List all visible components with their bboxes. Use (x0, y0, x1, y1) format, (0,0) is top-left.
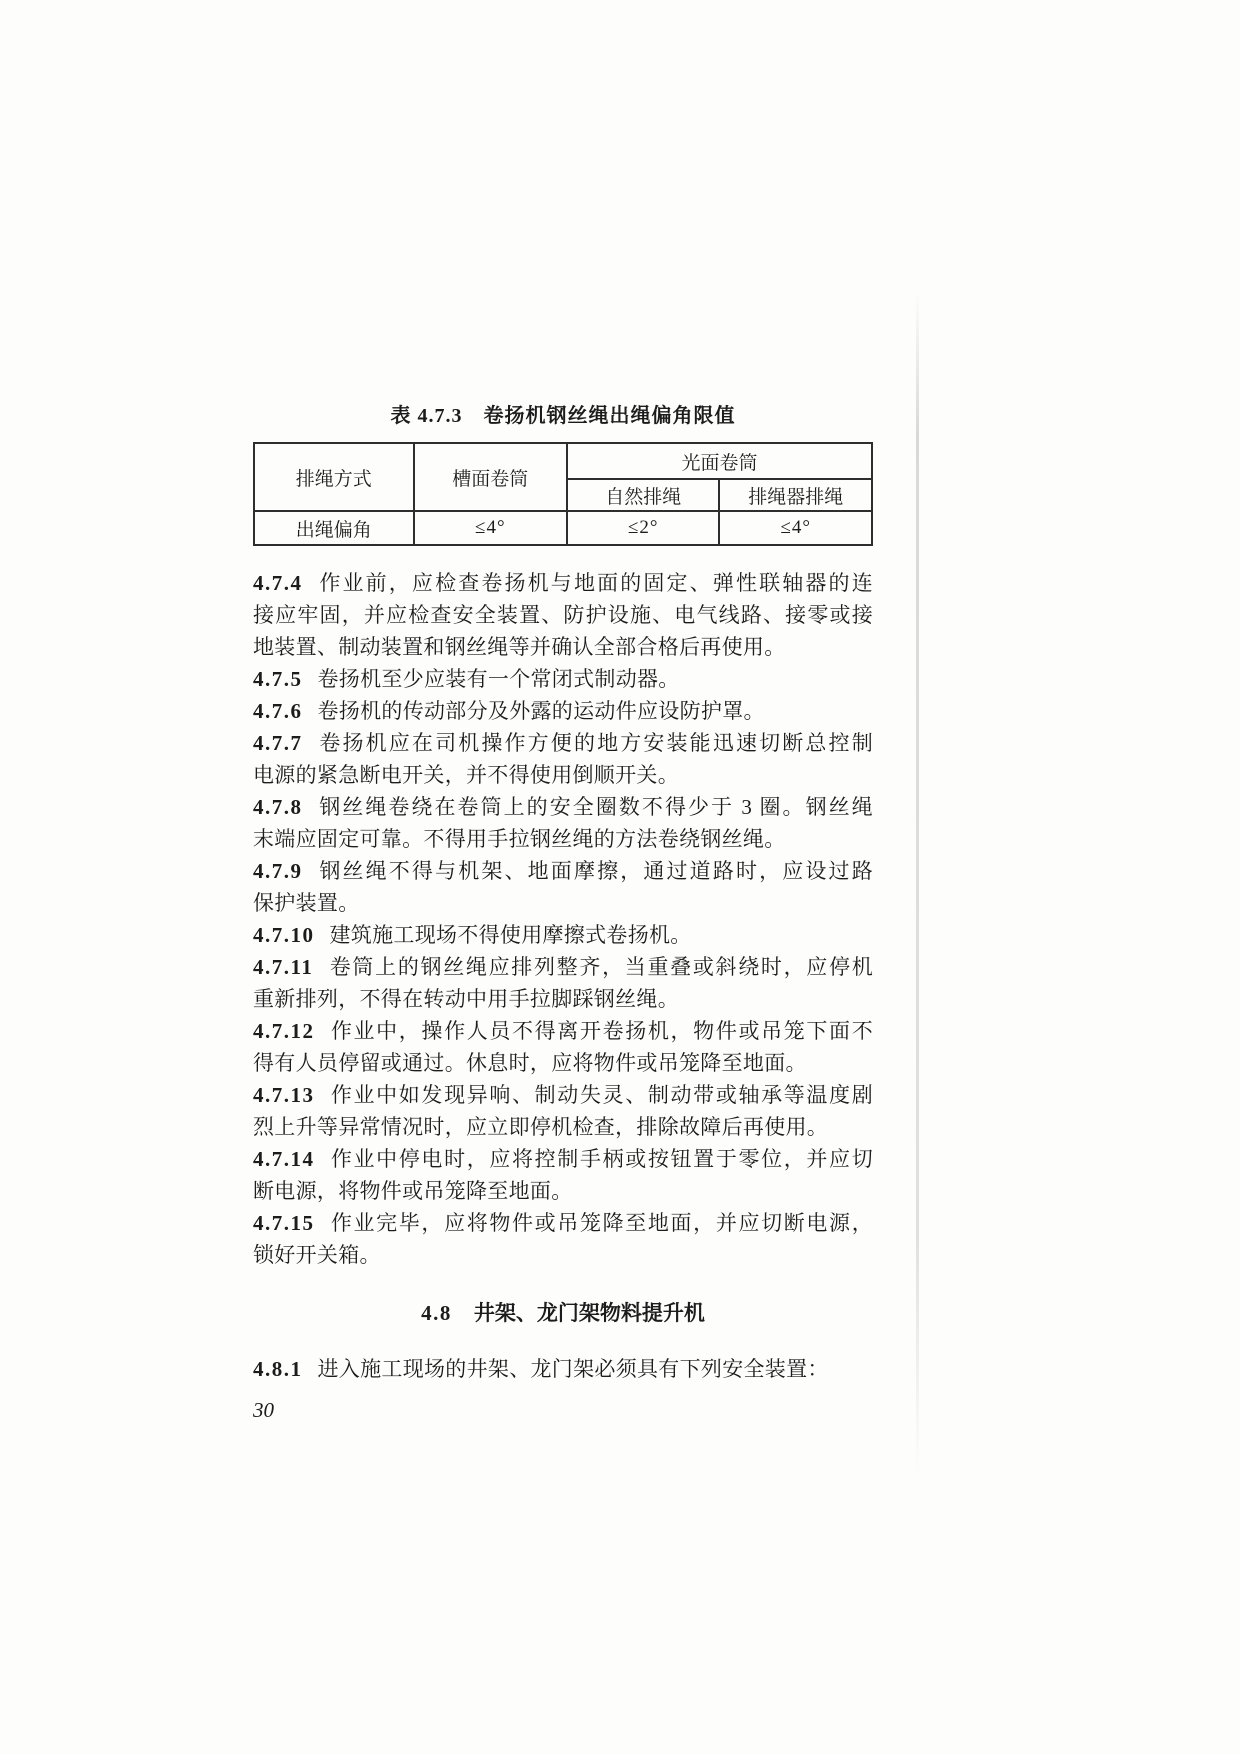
clause-number: 4.7.8 (253, 795, 303, 819)
clause (253, 695, 873, 727)
clause-text: 卷扬机应在司机操作方便的地方安装能迅速切断总控制 (317, 731, 873, 755)
clause-text: 进入施工现场的井架、龙门架必须具有下列安全装置： (317, 1357, 829, 1381)
clause (253, 1207, 873, 1271)
clause-line: 断电源，将物件或吊笼降至地面。 (253, 1179, 573, 1203)
clause-text: 作业中，操作人员不得离开卷扬机，物件或吊笼下面不 (329, 1019, 873, 1043)
clause-line (253, 855, 873, 887)
clause-line: 重新排列，不得在转动中用手拉脚踩钢丝绳。 (253, 987, 679, 1011)
clause-text: 卷扬机的传动部分及外露的运动件应设防护罩。 (317, 699, 765, 723)
clause-line: 锁好开关箱。 (253, 1243, 381, 1267)
value-smooth-natural: ≤2° (567, 511, 720, 545)
clause-number: 4.7.13 (253, 1083, 315, 1107)
clause-text: 作业前，应检查卷扬机与地面的固定、弹性联轴器的连 (317, 571, 873, 595)
clause-line (253, 919, 873, 951)
clause-number: 4.7.12 (253, 1019, 315, 1043)
section-number: 4.8 (421, 1301, 452, 1325)
clause-number: 4.7.6 (253, 699, 303, 723)
clause-number: 4.8.1 (253, 1357, 303, 1381)
header-device-spooling: 排绳器排绳 (719, 479, 872, 511)
clause (253, 663, 873, 695)
clause-line: 末端应固定可靠。不得用手拉钢丝绳的方法卷绕钢丝绳。 (253, 827, 786, 851)
clause-text: 作业中停电时，应将控制手柄或按钮置于零位，并应切 (329, 1147, 873, 1171)
clause-number: 4.7.9 (253, 859, 303, 883)
clause-line (253, 951, 873, 983)
clause-line: 接应牢固，并应检查安全装置、防护设施、电气线路、接零或接 (253, 603, 873, 627)
table-data-row (254, 511, 872, 545)
clause-list-4-7 (253, 567, 873, 1271)
clause (253, 1079, 873, 1143)
clause-line: 烈上升等异常情况时，应立即停机检查，排除故障后再使用。 (253, 1115, 829, 1139)
clause (253, 855, 873, 919)
header-natural-spooling: 自然排绳 (567, 479, 720, 511)
page-content (253, 402, 873, 1425)
clause-number: 4.7.7 (253, 731, 303, 755)
clause-number: 4.7.15 (253, 1211, 315, 1235)
clause-line (253, 1207, 873, 1239)
clause-line (253, 791, 873, 823)
header-grooved-drum: 槽面卷筒 (414, 443, 567, 511)
clause-line (253, 695, 873, 727)
clause-line (253, 1143, 873, 1175)
section-heading-4-8 (253, 1297, 873, 1329)
clause-line: 电源的紧急断电开关，并不得使用倒顺开关。 (253, 763, 679, 787)
clause-list-4-8 (253, 1353, 873, 1385)
clause-line: 地装置、制动装置和钢丝绳等并确认全部合格后再使用。 (253, 635, 786, 659)
page-number: 30 (253, 1398, 274, 1422)
value-grooved: ≤4° (414, 511, 567, 545)
clause-line (253, 1079, 873, 1111)
header-row-label-col: 排绳方式 (254, 443, 414, 511)
clause (253, 791, 873, 855)
data-row-label: 出绳偏角 (254, 511, 414, 545)
scan-artifact-line (916, 290, 919, 1475)
clause-text: 卷筒上的钢丝绳应排列整齐，当重叠或斜绕时，应停机 (328, 955, 873, 979)
header-smooth-drum-group: 光面卷筒 (567, 443, 872, 479)
clause-line: 得有人员停留或通过。休息时，应将物件或吊笼降至地面。 (253, 1051, 807, 1075)
clause-line (253, 1353, 873, 1385)
clause-line (253, 727, 873, 759)
clause (253, 567, 873, 663)
section-title: 井架、龙门架物料提升机 (473, 1301, 705, 1325)
clause (253, 1353, 873, 1385)
clause (253, 1015, 873, 1079)
clause (253, 951, 873, 1015)
clause-number: 4.7.4 (253, 571, 303, 595)
clause-text: 卷扬机至少应装有一个常闭式制动器。 (317, 667, 680, 691)
rope-deviation-table (253, 442, 873, 546)
clause-line: 保护装置。 (253, 891, 360, 915)
clause-line (253, 1015, 873, 1047)
table-header-row-1 (254, 443, 872, 479)
clause (253, 727, 873, 791)
clause-number: 4.7.5 (253, 667, 303, 691)
clause-number: 4.7.14 (253, 1147, 315, 1171)
clause (253, 1143, 873, 1207)
clause-text: 作业完毕，应将物件或吊笼降至地面，并应切断电源， (329, 1211, 873, 1235)
clause-text: 作业中如发现异响、制动失灵、制动带或轴承等温度剧 (329, 1083, 873, 1107)
clause-text: 建筑施工现场不得使用摩擦式卷扬机。 (329, 923, 692, 947)
clause-text: 钢丝绳不得与机架、地面摩擦，通过道路时，应设过路 (317, 859, 873, 883)
clause (253, 919, 873, 951)
clause-line (253, 567, 873, 599)
clause-number: 4.7.11 (253, 955, 314, 979)
clause-text: 钢丝绳卷绕在卷筒上的安全圈数不得少于 3 圈。钢丝绳 (317, 795, 873, 819)
table-title: 表 4.7.3 卷扬机钢丝绳出绳偏角限值 (390, 405, 736, 427)
clause-line (253, 663, 873, 695)
clause-number: 4.7.10 (253, 923, 315, 947)
value-smooth-device: ≤4° (719, 511, 872, 545)
